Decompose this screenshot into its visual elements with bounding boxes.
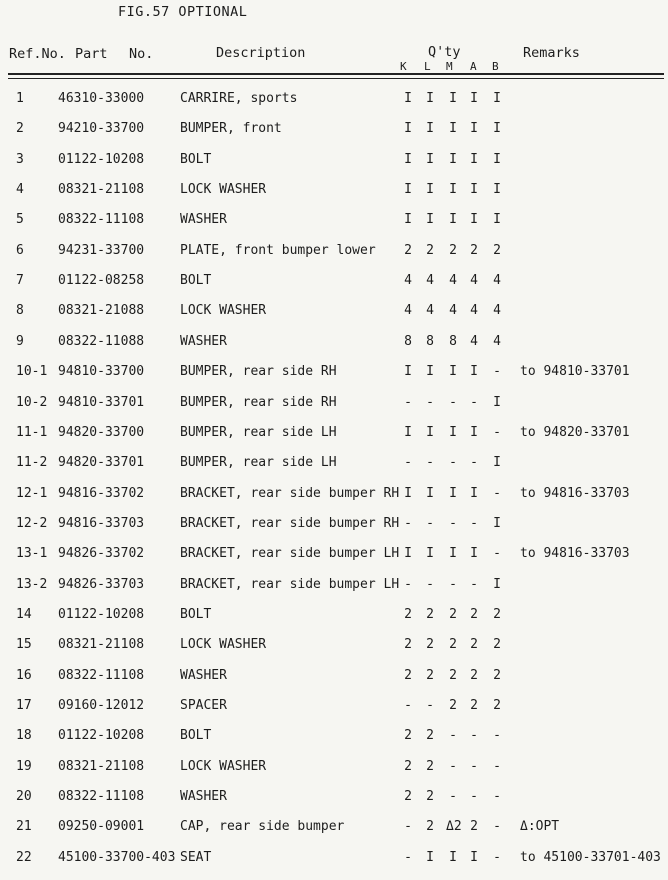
header-qty-m: M — [446, 60, 453, 73]
qty-m-cell: 4 — [449, 303, 457, 318]
ref-no-cell: 9 — [16, 334, 24, 349]
description-cell: BOLT — [180, 607, 212, 622]
qty-b-cell: I — [493, 395, 501, 410]
description-cell: SPACER — [180, 698, 227, 713]
description-cell: WASHER — [180, 334, 227, 349]
ref-no-cell: 10-1 — [16, 364, 48, 379]
qty-m-cell: 2 — [449, 607, 457, 622]
qty-l-cell: - — [426, 455, 434, 470]
ref-no-cell: 16 — [16, 668, 32, 683]
qty-m-cell: 8 — [449, 334, 457, 349]
qty-k-cell: I — [404, 152, 412, 167]
qty-b-cell: 2 — [493, 637, 501, 652]
qty-k-cell: 8 — [404, 334, 412, 349]
qty-k-cell: 2 — [404, 243, 412, 258]
table-row — [0, 637, 668, 661]
description-cell: BUMPER, rear side LH — [180, 455, 337, 470]
part-no-cell: 94816-33703 — [58, 516, 145, 531]
description-cell: BUMPER, front — [180, 121, 282, 136]
qty-a-cell: 4 — [470, 273, 478, 288]
description-cell: WASHER — [180, 212, 227, 227]
qty-k-cell: - — [404, 516, 412, 531]
qty-a-cell: 2 — [470, 819, 478, 834]
qty-k-cell: 4 — [404, 303, 412, 318]
table-row — [0, 364, 668, 388]
part-no-cell: 08322-11088 — [58, 334, 145, 349]
qty-k-cell: 2 — [404, 728, 412, 743]
part-no-cell: 08322-11108 — [58, 668, 145, 683]
part-no-cell: 09250-09001 — [58, 819, 145, 834]
qty-k-cell: 2 — [404, 789, 412, 804]
description-cell: BOLT — [180, 273, 212, 288]
qty-b-cell: 2 — [493, 607, 501, 622]
ref-no-cell: 5 — [16, 212, 24, 227]
qty-b-cell: - — [493, 759, 501, 774]
qty-l-cell: I — [426, 121, 434, 136]
qty-b-cell: I — [493, 455, 501, 470]
qty-a-cell: 2 — [470, 243, 478, 258]
ref-no-cell: 8 — [16, 303, 24, 318]
qty-a-cell: - — [470, 395, 478, 410]
qty-a-cell: 4 — [470, 334, 478, 349]
table-row — [0, 607, 668, 631]
ref-no-cell: 3 — [16, 152, 24, 167]
qty-a-cell: 4 — [470, 303, 478, 318]
table-row — [0, 212, 668, 236]
qty-k-cell: I — [404, 425, 412, 440]
qty-a-cell: I — [470, 486, 478, 501]
qty-k-cell: 2 — [404, 637, 412, 652]
table-row — [0, 577, 668, 601]
qty-b-cell: 4 — [493, 334, 501, 349]
qty-k-cell: - — [404, 698, 412, 713]
qty-a-cell: I — [470, 546, 478, 561]
qty-l-cell: 2 — [426, 819, 434, 834]
qty-l-cell: 8 — [426, 334, 434, 349]
description-cell: LOCK WASHER — [180, 182, 267, 197]
ref-no-cell: 7 — [16, 273, 24, 288]
qty-b-cell: I — [493, 91, 501, 106]
table-row — [0, 121, 668, 145]
qty-k-cell: I — [404, 182, 412, 197]
part-no-cell: 46310-33000 — [58, 91, 145, 106]
qty-b-cell: 2 — [493, 243, 501, 258]
ref-no-cell: 12-2 — [16, 516, 48, 531]
description-cell: BUMPER, rear side LH — [180, 425, 337, 440]
description-cell: SEAT — [180, 850, 212, 865]
qty-a-cell: 2 — [470, 698, 478, 713]
table-row — [0, 728, 668, 752]
table-row — [0, 182, 668, 206]
table-row — [0, 91, 668, 115]
qty-k-cell: - — [404, 819, 412, 834]
part-no-cell: 08322-11108 — [58, 789, 145, 804]
description-cell: BOLT — [180, 728, 212, 743]
description-cell: BRACKET, rear side bumper RH — [180, 516, 400, 531]
header-remarks: Remarks — [523, 45, 580, 61]
qty-m-cell: I — [449, 152, 457, 167]
part-no-cell: 08321-21108 — [58, 637, 145, 652]
qty-b-cell: - — [493, 425, 501, 440]
qty-m-cell: I — [449, 182, 457, 197]
table-row — [0, 546, 668, 570]
table-row — [0, 789, 668, 813]
remarks-cell: to 45100-33701-403 — [520, 850, 661, 865]
part-no-cell: 94231-33700 — [58, 243, 145, 258]
qty-k-cell: I — [404, 91, 412, 106]
qty-b-cell: I — [493, 182, 501, 197]
part-no-cell: 08321-21108 — [58, 759, 145, 774]
qty-l-cell: 2 — [426, 668, 434, 683]
qty-k-cell: 2 — [404, 759, 412, 774]
table-row — [0, 395, 668, 419]
description-cell: LOCK WASHER — [180, 637, 267, 652]
qty-l-cell: 4 — [426, 273, 434, 288]
qty-m-cell: - — [449, 455, 457, 470]
table-row — [0, 243, 668, 267]
qty-m-cell: - — [449, 728, 457, 743]
ref-no-cell: 20 — [16, 789, 32, 804]
part-no-cell: 01122-08258 — [58, 273, 145, 288]
qty-b-cell: I — [493, 212, 501, 227]
qty-a-cell: 2 — [470, 607, 478, 622]
part-no-cell: 94810-33700 — [58, 364, 145, 379]
header-qty-a: A — [470, 60, 477, 73]
remarks-cell: to 94810-33701 — [520, 364, 630, 379]
ref-no-cell: 15 — [16, 637, 32, 652]
table-row — [0, 850, 668, 874]
part-no-cell: 45100-33700-403 — [58, 850, 176, 865]
qty-m-cell: - — [449, 395, 457, 410]
header-rule-top — [8, 73, 664, 75]
part-no-cell: 94826-33703 — [58, 577, 145, 592]
description-cell: WASHER — [180, 668, 227, 683]
qty-m-cell: 2 — [449, 698, 457, 713]
qty-m-cell: 4 — [449, 273, 457, 288]
ref-no-cell: 4 — [16, 182, 24, 197]
table-row — [0, 455, 668, 479]
qty-l-cell: I — [426, 182, 434, 197]
ref-no-cell: 1 — [16, 91, 24, 106]
ref-no-cell: 11-1 — [16, 425, 48, 440]
qty-m-cell: - — [449, 577, 457, 592]
part-no-cell: 09160-12012 — [58, 698, 145, 713]
description-cell: CARRIRE, sports — [180, 91, 298, 106]
table-row — [0, 668, 668, 692]
ref-no-cell: 6 — [16, 243, 24, 258]
qty-a-cell: I — [470, 212, 478, 227]
qty-m-cell: I — [449, 364, 457, 379]
table-row — [0, 698, 668, 722]
qty-l-cell: 2 — [426, 637, 434, 652]
qty-b-cell: - — [493, 486, 501, 501]
ref-no-cell: 21 — [16, 819, 32, 834]
description-cell: BUMPER, rear side RH — [180, 364, 337, 379]
description-cell: BRACKET, rear side bumper RH — [180, 486, 400, 501]
qty-a-cell: I — [470, 850, 478, 865]
ref-no-cell: 18 — [16, 728, 32, 743]
ref-no-cell: 19 — [16, 759, 32, 774]
part-no-cell: 94810-33701 — [58, 395, 145, 410]
qty-k-cell: I — [404, 364, 412, 379]
ref-no-cell: 22 — [16, 850, 32, 865]
qty-a-cell: I — [470, 182, 478, 197]
header-ref-no: Ref.No. — [9, 46, 66, 62]
qty-m-cell: I — [449, 486, 457, 501]
header-description: Description — [216, 45, 306, 61]
qty-k-cell: 2 — [404, 607, 412, 622]
ref-no-cell: 12-1 — [16, 486, 48, 501]
qty-k-cell: I — [404, 546, 412, 561]
qty-b-cell: - — [493, 850, 501, 865]
remarks-cell: Δ:OPT — [520, 819, 560, 834]
qty-m-cell: I — [449, 850, 457, 865]
qty-k-cell: I — [404, 121, 412, 136]
qty-b-cell: 4 — [493, 303, 501, 318]
qty-m-cell: - — [449, 516, 457, 531]
table-row — [0, 334, 668, 358]
qty-l-cell: - — [426, 395, 434, 410]
qty-l-cell: I — [426, 486, 434, 501]
qty-m-cell: 2 — [449, 637, 457, 652]
qty-l-cell: I — [426, 152, 434, 167]
header-no: No. — [129, 46, 154, 62]
qty-l-cell: 4 — [426, 303, 434, 318]
qty-m-cell: 2 — [449, 668, 457, 683]
ref-no-cell: 11-2 — [16, 455, 48, 470]
part-no-cell: 01122-10208 — [58, 152, 145, 167]
part-no-cell: 08322-11108 — [58, 212, 145, 227]
qty-l-cell: - — [426, 698, 434, 713]
qty-l-cell: I — [426, 425, 434, 440]
qty-l-cell: 2 — [426, 759, 434, 774]
header-qty: Q'ty — [428, 44, 461, 60]
qty-l-cell: I — [426, 546, 434, 561]
qty-a-cell: I — [470, 152, 478, 167]
description-cell: LOCK WASHER — [180, 303, 267, 318]
qty-l-cell: I — [426, 850, 434, 865]
part-no-cell: 94820-33700 — [58, 425, 145, 440]
qty-m-cell: - — [449, 789, 457, 804]
qty-m-cell: I — [449, 212, 457, 227]
part-no-cell: 94826-33702 — [58, 546, 145, 561]
qty-a-cell: - — [470, 789, 478, 804]
qty-k-cell: 4 — [404, 273, 412, 288]
description-cell: BRACKET, rear side bumper LH — [180, 546, 400, 561]
qty-b-cell: - — [493, 789, 501, 804]
qty-a-cell: 2 — [470, 668, 478, 683]
table-row — [0, 273, 668, 297]
qty-l-cell: I — [426, 212, 434, 227]
part-no-cell: 08321-21088 — [58, 303, 145, 318]
qty-a-cell: 2 — [470, 637, 478, 652]
ref-no-cell: 14 — [16, 607, 32, 622]
qty-k-cell: - — [404, 455, 412, 470]
qty-m-cell: Δ2 — [446, 819, 462, 834]
qty-a-cell: I — [470, 121, 478, 136]
qty-m-cell: I — [449, 91, 457, 106]
qty-l-cell: I — [426, 91, 434, 106]
qty-k-cell: I — [404, 486, 412, 501]
part-no-cell: 94210-33700 — [58, 121, 145, 136]
qty-m-cell: I — [449, 425, 457, 440]
remarks-cell: to 94816-33703 — [520, 546, 630, 561]
qty-b-cell: 2 — [493, 668, 501, 683]
part-no-cell: 94816-33702 — [58, 486, 145, 501]
table-row — [0, 819, 668, 843]
table-row — [0, 152, 668, 176]
qty-k-cell: I — [404, 212, 412, 227]
table-row — [0, 759, 668, 783]
qty-k-cell: - — [404, 850, 412, 865]
qty-l-cell: 2 — [426, 728, 434, 743]
qty-b-cell: 2 — [493, 698, 501, 713]
ref-no-cell: 13-2 — [16, 577, 48, 592]
qty-b-cell: I — [493, 152, 501, 167]
description-cell: BUMPER, rear side RH — [180, 395, 337, 410]
table-row — [0, 516, 668, 540]
qty-m-cell: I — [449, 121, 457, 136]
header-part: Part — [75, 46, 108, 62]
part-no-cell: 08321-21108 — [58, 182, 145, 197]
qty-l-cell: - — [426, 577, 434, 592]
qty-a-cell: - — [470, 759, 478, 774]
part-no-cell: 01122-10208 — [58, 728, 145, 743]
description-cell: WASHER — [180, 789, 227, 804]
qty-m-cell: I — [449, 546, 457, 561]
ref-no-cell: 13-1 — [16, 546, 48, 561]
remarks-cell: to 94816-33703 — [520, 486, 630, 501]
part-no-cell: 94820-33701 — [58, 455, 145, 470]
qty-l-cell: 2 — [426, 607, 434, 622]
qty-a-cell: I — [470, 364, 478, 379]
qty-a-cell: I — [470, 425, 478, 440]
description-cell: BOLT — [180, 152, 212, 167]
remarks-cell: to 94820-33701 — [520, 425, 630, 440]
description-cell: BRACKET, rear side bumper LH — [180, 577, 400, 592]
qty-l-cell: 2 — [426, 789, 434, 804]
qty-b-cell: I — [493, 121, 501, 136]
qty-a-cell: - — [470, 728, 478, 743]
qty-b-cell: I — [493, 516, 501, 531]
ref-no-cell: 2 — [16, 121, 24, 136]
qty-b-cell: - — [493, 546, 501, 561]
table-row — [0, 303, 668, 327]
table-row — [0, 486, 668, 510]
qty-b-cell: - — [493, 728, 501, 743]
qty-b-cell: - — [493, 364, 501, 379]
qty-k-cell: - — [404, 577, 412, 592]
description-cell: CAP, rear side bumper — [180, 819, 345, 834]
figure-title: FIG.57 OPTIONAL — [118, 4, 248, 20]
qty-l-cell: - — [426, 516, 434, 531]
qty-a-cell: - — [470, 577, 478, 592]
table-row — [0, 425, 668, 449]
qty-a-cell: - — [470, 516, 478, 531]
part-no-cell: 01122-10208 — [58, 607, 145, 622]
header-qty-l: L — [424, 60, 431, 73]
qty-b-cell: I — [493, 577, 501, 592]
qty-b-cell: 4 — [493, 273, 501, 288]
description-cell: LOCK WASHER — [180, 759, 267, 774]
qty-l-cell: I — [426, 364, 434, 379]
qty-m-cell: 2 — [449, 243, 457, 258]
qty-l-cell: 2 — [426, 243, 434, 258]
description-cell: PLATE, front bumper lower — [180, 243, 376, 258]
qty-a-cell: - — [470, 455, 478, 470]
qty-k-cell: - — [404, 395, 412, 410]
header-qty-b: B — [492, 60, 499, 73]
qty-k-cell: 2 — [404, 668, 412, 683]
qty-a-cell: I — [470, 91, 478, 106]
qty-b-cell: - — [493, 819, 501, 834]
ref-no-cell: 10-2 — [16, 395, 48, 410]
header-rule-bottom — [8, 78, 664, 79]
qty-m-cell: - — [449, 759, 457, 774]
header-qty-k: K — [400, 60, 407, 73]
ref-no-cell: 17 — [16, 698, 32, 713]
